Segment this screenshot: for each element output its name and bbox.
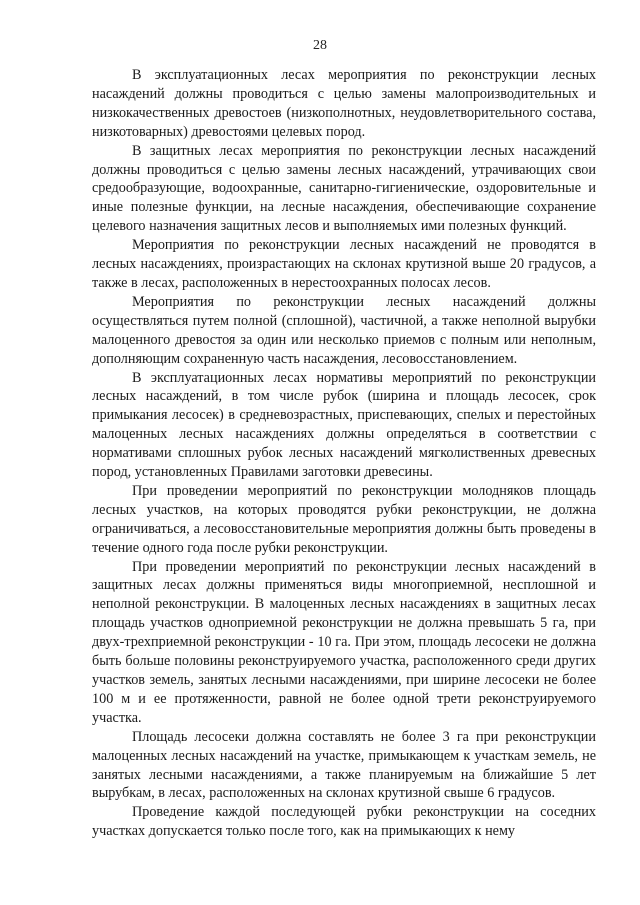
paragraph-1: В эксплуатационных лесах мероприятия по реконструкции лесных насаждений должны проводиться с целью замены малопроизводительных и низкокачественных древостоев (низкополнотных, неудовлетворительного состава, низкотоварных) древостоями целевых пород. <box>92 67 596 140</box>
paragraph-2: В защитных лесах мероприятия по реконструкции лесных насаждений должны проводиться с целью замены лесных насаждений, утрачивающих свои средообразующие, водоохранные, санитарно-гигиенические, оздоровительные и иные полезные функции, на лесные насаждения, обеспечивающие сохранение целевого назначения защитных лесов и выполняемых ими полезных функций. <box>92 142 596 235</box>
paragraph-3: Мероприятия по реконструкции лесных насаждений не проводятся в лесных насаждениях, произрастающих на склонах крутизной выше 20 градусов, а также в лесах, расположенных в нерестоохранных полосах лесов. <box>92 237 596 291</box>
document-body <box>92 66 596 841</box>
paragraph-9: Проведение каждой последующей рубки реконструкции на соседних участках допускается только после того, как на примыкающих к нему <box>92 804 596 840</box>
paragraph-8: Площадь лесосеки должна составлять не более 3 га при реконструкции малоценных лесных насаждений на участке, примыкающем к участкам земель, не занятых лесными насаждениями, а также планируемым на ближайшие 5 лет вырубкам, в лесах, расположенных на склонах крутизной свыше 6 градусов. <box>92 728 596 802</box>
paragraph-4: Мероприятия по реконструкции лесных насаждений должны осуществляться путем полной (сплошной), частичной, а также неполной вырубки малоценного древостоя за один или несколько приемов с полным или неполным, дополняющим сохраненную часть насаждения, лесовосстановлением. <box>92 293 596 367</box>
page-number: 28 <box>313 38 327 53</box>
paragraph-5: В эксплуатационных лесах нормативы мероприятий по реконструкции лесных насаждений, в том числе рубок (ширина и площадь лесосек, срок примыкания лесосек) в средневозрастных, приспевающих, спелых и перестойных малоценных лесных насаждениях должны определяться в соответствии с нормативами сплошных рубок лесных насаждений мягколиственных древесных пород, установленных Правилами заготовки древесины. <box>92 369 596 481</box>
paragraph-7: При проведении мероприятий по реконструкции лесных насаждений в защитных лесах должны применяться виды многоприемной, несплошной и неполной реконструкции. В малоценных лесных насаждениях в защитных лесах площадь участков одноприемной реконструкции не должна превышать 5 га, при двух-трехприемной реконструкции - 10 га. При этом, площадь лесосеки не должна быть больше половины реконструируемого участка, расположенного среди других участков земель, занятых лесными насаждениями, при ширине лесосеки не более 100 м и ее протяженности, равной не более одной трети реконструируемого участка. <box>92 558 596 726</box>
paragraph-6: При проведении мероприятий по реконструкции молодняков площадь лесных участков, на которых проводятся рубки реконструкции, не должна ограничиваться, а лесовосстановительные мероприятия должны быть проведены в течение одного года после рубки реконструкции. <box>92 482 596 556</box>
